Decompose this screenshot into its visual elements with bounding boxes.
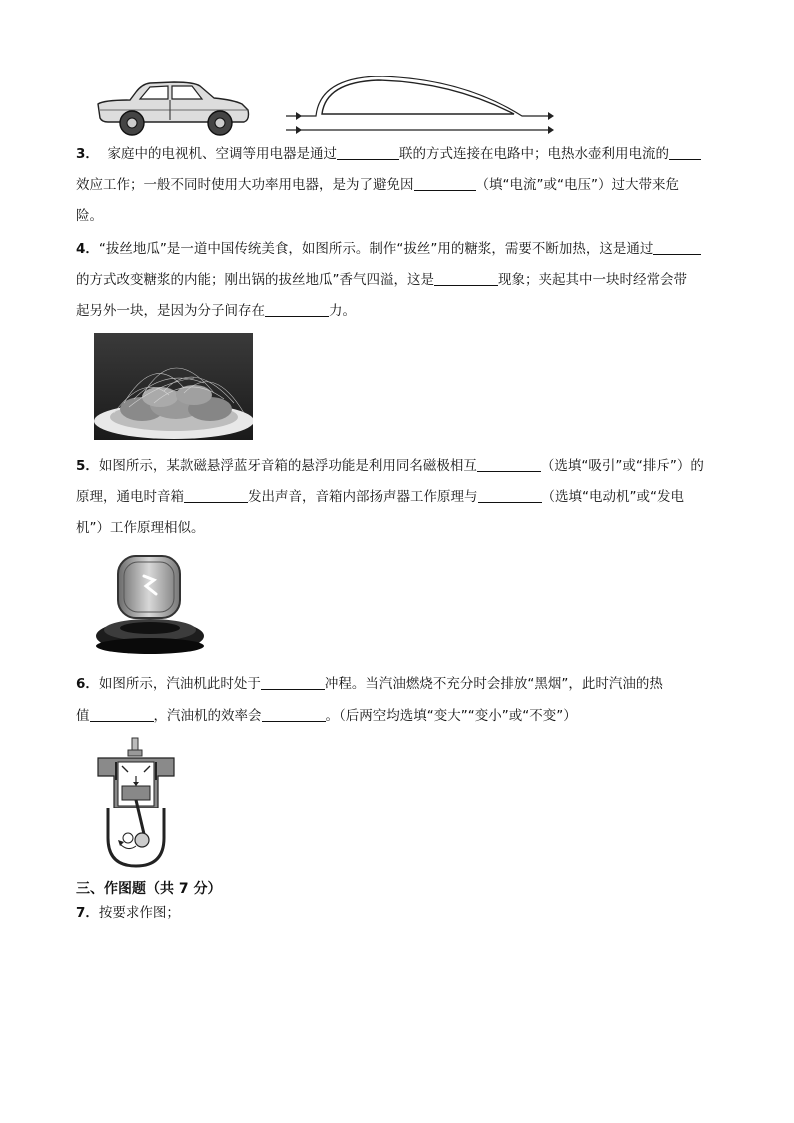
levitating-speaker-figure [94,550,206,660]
q6-line-2: 值 ，汽油机的效率会 。（后两空均选填“变大”“变小”或“不变”） [76,708,577,724]
q5-blank-2[interactable] [184,487,248,503]
q4-line-1: 4．“拔丝地瓜”是一道中国传统美食，如图所示。制作“拔丝”用的糖浆，需要不断加热，这是通过 [76,239,756,259]
q5-blank-3[interactable] [478,487,542,503]
q6-blank-3[interactable] [262,706,326,722]
section-3-title: 三、作图题（共 7 分） [76,881,222,897]
q5-number: 5． [76,458,99,474]
q4-blank-3[interactable] [265,301,329,317]
gasoline-engine-diagram [94,736,178,870]
airfoil-airflow-figure [282,76,554,136]
q3-line-3: 险。 [76,208,103,224]
q4-line-3: 起另外一块，是因为分子间存在 力。 [76,303,356,319]
q4-line-2: 的方式改变糖浆的内能；刚出锅的拔丝地瓜”香气四溢，这是 现象；夹起其中一块时经常会带 [76,272,687,288]
q4-number: 4． [76,241,99,257]
q6-line-1: 6．如图所示，汽油机此时处于 冲程。当汽油燃烧不充分时会排放“黑烟”，此时汽油的热 [76,676,663,692]
car-figure [94,80,254,136]
q4-blank-1[interactable] [653,239,701,255]
q3-number: 3． [76,146,99,162]
q3-line-1: 3． 家庭中的电视机、空调等用电器是通过 联的方式连接在电路中；电热水壶利用电流的 [76,144,756,164]
q5-blank-1[interactable] [477,456,541,472]
q4-blank-2[interactable] [434,270,498,286]
q3-line-2: 效应工作；一般不同时使用大功率用电器，是为了避免因 （填“电流”或“电压”）过大带来危 [76,177,679,193]
q6-blank-2[interactable] [90,706,154,722]
q3-blank-3[interactable] [414,175,476,191]
q3-blank-2[interactable] [669,144,701,160]
q6-number: 6． [76,676,99,692]
q5-line-1: 5．如图所示，某款磁悬浮蓝牙音箱的悬浮功能是利用同名磁极相互 （选填“吸引”或“排斥”）的 [76,458,704,474]
candied-sweet-potato-photo [94,333,253,440]
q5-line-2: 原理，通电时音箱 发出声音，音箱内部扬声器工作原理与 （选填“电动机”或“发电 [76,489,684,505]
q3-blank-1[interactable] [337,144,399,160]
q7-number: 7． [76,905,99,921]
q6-blank-1[interactable] [261,674,325,690]
q5-line-3: 机”）工作原理相似。 [76,520,205,536]
q7-line: 7．按要求作图； [76,905,180,921]
